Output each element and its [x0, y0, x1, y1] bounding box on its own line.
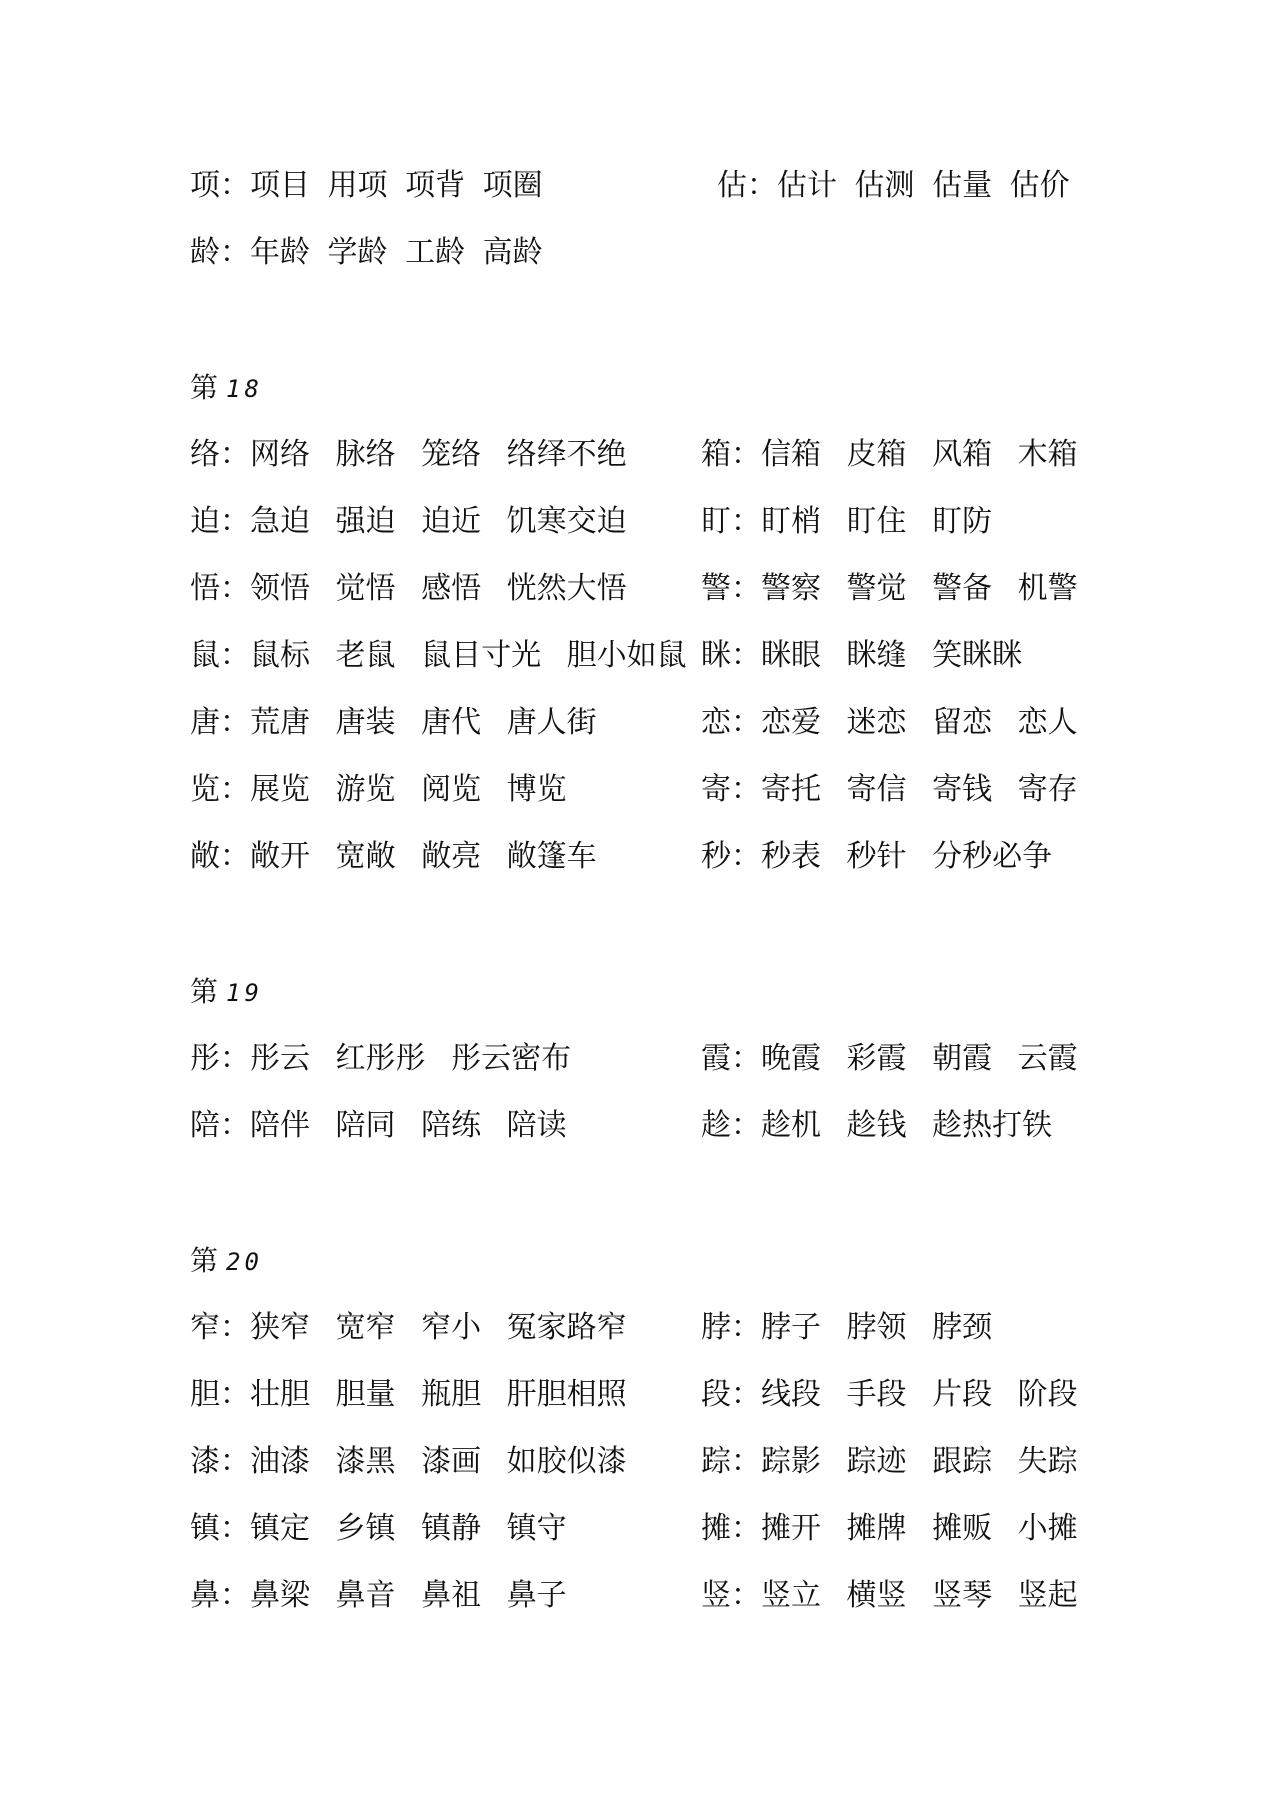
vocab-row	[190, 703, 597, 743]
word-list: 趁机 趁钱 趁热打铁	[761, 1108, 1053, 1143]
heading-number: 20	[226, 1248, 263, 1276]
colon: ：	[220, 705, 250, 740]
colon: ：	[731, 437, 761, 472]
word-list: 估计 估测 估量 估价	[777, 168, 1070, 203]
target-character: 龄	[190, 235, 220, 270]
colon: ：	[731, 1511, 761, 1546]
word-list: 荒唐 唐装 唐代 唐人街	[250, 705, 597, 740]
word-list: 线段 手段 片段 阶段	[761, 1377, 1078, 1412]
vocab-row	[190, 569, 627, 609]
vocab-row	[190, 770, 567, 810]
word-list: 盯梢 盯住 盯防	[761, 504, 993, 539]
word-list: 网络 脉络 笼络 络绎不绝	[250, 437, 627, 472]
vocab-row	[190, 435, 627, 475]
target-character: 窄	[190, 1310, 220, 1345]
vocab-row	[190, 1106, 567, 1146]
target-character: 摊	[701, 1511, 731, 1546]
colon: ：	[731, 1310, 761, 1345]
word-list: 晚霞 彩霞 朝霞 云霞	[761, 1041, 1078, 1076]
target-character: 项	[190, 168, 220, 203]
word-list: 脖子 脖领 脖颈	[761, 1310, 993, 1345]
heading-number: 18	[226, 375, 263, 403]
section-heading	[190, 972, 263, 1013]
target-character: 估	[717, 168, 747, 203]
colon: ：	[731, 1578, 761, 1613]
target-character: 霞	[701, 1041, 731, 1076]
colon: ：	[731, 1377, 761, 1412]
vocab-row	[701, 1442, 1078, 1482]
vocab-row	[190, 166, 543, 206]
word-list: 狭窄 宽窄 窄小 冤家路窄	[250, 1310, 627, 1345]
word-list: 鼻梁 鼻音 鼻祖 鼻子	[250, 1578, 567, 1613]
colon: ：	[731, 772, 761, 807]
colon: ：	[220, 1377, 250, 1412]
section-heading	[190, 368, 263, 409]
colon: ：	[731, 839, 761, 874]
target-character: 镇	[190, 1511, 220, 1546]
target-character: 览	[190, 772, 220, 807]
colon: ：	[220, 772, 250, 807]
heading-number: 19	[226, 979, 263, 1007]
vocab-row	[190, 636, 687, 676]
target-character: 鼠	[190, 638, 220, 673]
target-character: 箱	[701, 437, 731, 472]
target-character: 段	[701, 1377, 731, 1412]
vocab-row	[701, 1375, 1078, 1415]
vocab-row	[701, 435, 1078, 475]
vocab-row	[717, 166, 1070, 206]
word-list: 警察 警觉 警备 机警	[761, 571, 1078, 606]
vocab-row	[701, 1106, 1052, 1146]
target-character: 寄	[701, 772, 731, 807]
word-list: 敞开 宽敞 敞亮 敞篷车	[250, 839, 597, 874]
colon: ：	[220, 1310, 250, 1345]
colon: ：	[747, 168, 777, 203]
colon: ：	[731, 638, 761, 673]
target-character: 秒	[701, 839, 731, 874]
colon: ：	[220, 1444, 250, 1479]
target-character: 脖	[701, 1310, 731, 1345]
vocab-row	[190, 1442, 627, 1482]
target-character: 盯	[701, 504, 731, 539]
target-character: 踪	[701, 1444, 731, 1479]
heading-label: 第	[190, 975, 219, 1008]
heading-label: 第	[190, 1244, 219, 1277]
word-list: 项目 用项 项背 项圈	[250, 168, 543, 203]
colon: ：	[220, 1108, 250, 1143]
colon: ：	[731, 1041, 761, 1076]
word-list: 信箱 皮箱 风箱 木箱	[761, 437, 1078, 472]
word-list: 年龄 学龄 工龄 高龄	[250, 235, 543, 270]
colon: ：	[220, 1041, 250, 1076]
word-list: 展览 游览 阅览 博览	[250, 772, 567, 807]
colon: ：	[731, 705, 761, 740]
word-list: 镇定 乡镇 镇静 镇守	[250, 1511, 567, 1546]
vocab-row	[701, 1576, 1078, 1616]
vocab-row	[701, 1509, 1078, 1549]
word-list: 摊开 摊牌 摊贩 小摊	[761, 1511, 1078, 1546]
vocab-row	[701, 502, 992, 542]
word-list: 寄托 寄信 寄钱 寄存	[761, 772, 1078, 807]
word-list: 恋爱 迷恋 留恋 恋人	[761, 705, 1078, 740]
vocab-row	[190, 1509, 567, 1549]
target-character: 警	[701, 571, 731, 606]
target-character: 恋	[701, 705, 731, 740]
target-character: 胆	[190, 1377, 220, 1412]
word-list: 眯眼 眯缝 笑眯眯	[761, 638, 1023, 673]
target-character: 悟	[190, 571, 220, 606]
vocab-row	[190, 1576, 567, 1616]
target-character: 唐	[190, 705, 220, 740]
heading-label: 第	[190, 371, 219, 404]
word-list: 急迫 强迫 迫近 饥寒交迫	[250, 504, 627, 539]
word-list: 壮胆 胆量 瓶胆 肝胆相照	[250, 1377, 627, 1412]
colon: ：	[731, 504, 761, 539]
vocab-row	[701, 569, 1078, 609]
target-character: 陪	[190, 1108, 220, 1143]
colon: ：	[220, 168, 250, 203]
colon: ：	[220, 437, 250, 472]
colon: ：	[220, 638, 250, 673]
colon: ：	[220, 504, 250, 539]
vocab-row	[701, 703, 1078, 743]
word-list: 领悟 觉悟 感悟 恍然大悟	[250, 571, 627, 606]
word-list: 竖立 横竖 竖琴 竖起	[761, 1578, 1078, 1613]
target-character: 络	[190, 437, 220, 472]
vocab-row	[190, 233, 543, 273]
vocab-row	[701, 1308, 992, 1348]
vocab-row	[190, 837, 597, 877]
target-character: 鼻	[190, 1578, 220, 1613]
word-list: 陪伴 陪同 陪练 陪读	[250, 1108, 567, 1143]
word-list: 油漆 漆黑 漆画 如胶似漆	[250, 1444, 627, 1479]
target-character: 漆	[190, 1444, 220, 1479]
vocab-row	[701, 636, 1022, 676]
colon: ：	[731, 571, 761, 606]
target-character: 彤	[190, 1041, 220, 1076]
colon: ：	[731, 1108, 761, 1143]
colon: ：	[731, 1444, 761, 1479]
word-list: 彤云 红彤彤 彤云密布	[250, 1041, 572, 1076]
target-character: 竖	[701, 1578, 731, 1613]
colon: ：	[220, 571, 250, 606]
colon: ：	[220, 1511, 250, 1546]
word-list: 踪影 踪迹 跟踪 失踪	[761, 1444, 1078, 1479]
target-character: 眯	[701, 638, 731, 673]
vocab-row	[190, 502, 627, 542]
colon: ：	[220, 235, 250, 270]
colon: ：	[220, 839, 250, 874]
vocab-row	[701, 770, 1078, 810]
word-list: 秒表 秒针 分秒必争	[761, 839, 1053, 874]
vocab-row	[701, 837, 1052, 877]
target-character: 迫	[190, 504, 220, 539]
vocab-row	[190, 1375, 627, 1415]
vocab-row	[701, 1039, 1078, 1079]
section-heading	[190, 1241, 263, 1282]
colon: ：	[220, 1578, 250, 1613]
vocab-row	[190, 1308, 627, 1348]
target-character: 敞	[190, 839, 220, 874]
vocab-row	[190, 1039, 571, 1079]
word-list: 鼠标 老鼠 鼠目寸光 胆小如鼠	[250, 638, 687, 673]
target-character: 趁	[701, 1108, 731, 1143]
